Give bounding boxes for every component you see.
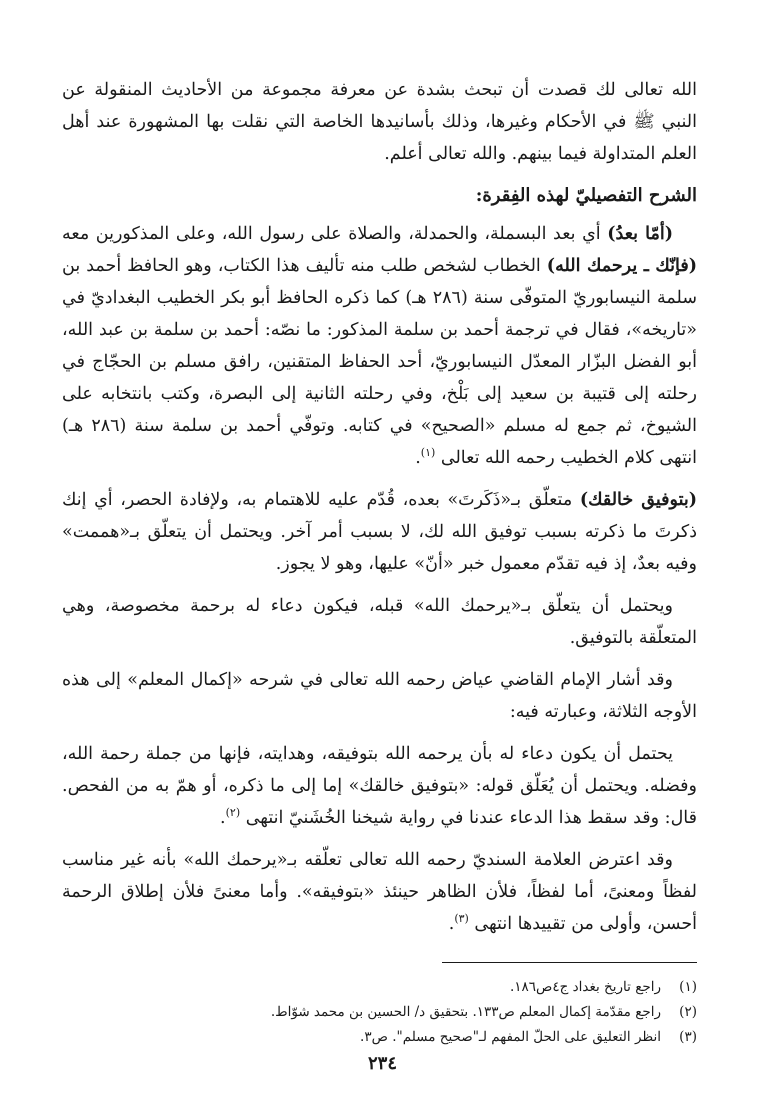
bold-phrase-amma-baad: (أمّا بعدُ)	[607, 224, 673, 244]
footnote-item	[62, 975, 697, 1000]
footnote-ref-3: (٣)	[454, 912, 469, 926]
paragraph-quote: يحتمل أن يكون دعاء له بأن يرحمه الله بتوفيقه، وهدايته، فإنها من جملة رحمة الله، وفضله. ويحتمل أن يُعَلّق قوله: «بتوفيق خالقك» إما إلى ما ذكره، أو همّ به من الفحص. قال: وقد سقط هذا الدعاء عندنا في رواية شيخنا الخُشَنيّ انتهى $^{(٢)}$.	[62, 744, 697, 828]
footnote-text: راجع مقدّمة إكمال المعلم ص١٣٣. بتحقيق د/ الحسين بن محمد شوّاط.	[270, 1004, 661, 1020]
paragraph-intro	[62, 74, 697, 170]
paragraph-intro-text: الله تعالى لك قصدت أن تبحث بشدة عن معرفة مجموعة من الأحاديث المنقولة عن النبي ﷺ في الأحكام وغيرها، وذلك بأسانيدها الخاصة التي نقلت بها المشهورة عند أهل العلم المتداولة فيما بينهم. والله تعالى أعلم.	[62, 80, 697, 164]
paragraph-sindi: وقد اعترض العلامة السنديّ رحمه الله تعالى تعلّقه بـ«يرحمك الله» بأنه غير مناسب لفظاً ومعنىً، أما لفظاً، فلأن الظاهر حينئذ «بتوفيقه». وأما معنىً فلأن إطلاق الرحمة أحسن، وأولى من تقييدها انتهى $^{(٣)}$.	[62, 850, 697, 934]
footnote-number: (٢)	[679, 1004, 697, 1020]
footnote-ref-2: (٢)	[225, 806, 241, 820]
section-heading: الشرح التفصيليّ لهذه الفِقرة:	[475, 185, 697, 206]
paragraph-text: يحتمل أن يكون دعاء له بأن يرحمه الله بتوفيقه، وهدايته، فإنها من جملة رحمة الله، وفضله. ويحتمل أن يُعَلّق قوله: «بتوفيق خالقك» إما إلى ما ذكره، أو همّ به من الفحص. قال: وقد سقط هذا الدعاء عندنا في رواية شيخنا الخُشَنيّ انتهى	[62, 744, 697, 828]
footnote-ref-1: (١)	[420, 446, 436, 460]
bold-phrase-fainnaka: (فإنّك ـ يرحمك الله)	[546, 256, 697, 276]
footnote-divider	[442, 962, 697, 963]
page-number: ٢٣٤	[367, 1053, 397, 1074]
footnote-text: انظر التعليق على الحلّ المفهم لـ"صحيح مسلم". ص٣.	[360, 1029, 661, 1045]
paragraph-text: وقد اعترض العلامة السنديّ رحمه الله تعالى تعلّقه بـ«يرحمك الله» بأنه غير مناسب لفظاً ومعنىً، أما لفظاً، فلأن الظاهر حينئذ «بتوفيقه». وأما معنىً فلأن إطلاق الرحمة أحسن، وأولى من تقييدها انتهى	[62, 850, 697, 934]
paragraph-amma-baad: (أمّا بعدُ) أي بعد البسملة، والحمدلة، والصلاة على رسول الله، وعلى المذكورين معه (فإنّك ـ يرحمك الله) الخطاب لشخص طلب منه تأليف هذا الكتاب، وهو الحافظ أحمد بن سلمة النيسابوريّ المتوفّى سنة (٢٨٦ هـ) كما ذكره الحافظ أبو بكر الخطيب البغداديّ في «تاريخه»، فقال في ترجمة أحمد بن سلمة المذكور: ما نصّه: أحمد بن سلمة بن عبد الله، أبو الفضل البزّار المعدّل النيسابوريّ، أحد الحفاظ المتقنين، رافق مسلم بن الحجّاج في رحلته إلى قتيبة بن سعيد إلى بَلْخ، وفي رحلته الثانية إلى البصرة، وكتب بانتخابه على الشيوخ، ثم جمع له مسلم «الصحيح» في كتابه. وتوفّي أحمد بن سلمة سنة (٢٨٦ هـ) انتهى كلام الخطيب رحمه الله تعالى $^{(١)}$.	[62, 224, 698, 468]
paragraph-text: متعلّق بـ«ذَكَرتَ» بعده، قُدّم عليه للاهتمام به، ولإفادة الحصر، أي إنك ذكرتَ ما ذكرته بسبب توفيق الله لك، لا بسبب أمر آخر. ويحتمل أن يتعلّق بـ«هممت» وفيه بعدٌ، إذ فيه تقدّم معمول خبر «أنّ» عليها، وهو لا يجوز.	[62, 490, 697, 574]
footnote-number: (٣)	[679, 1029, 697, 1045]
footnotes	[62, 975, 697, 1050]
footnote-item	[62, 1000, 697, 1025]
page-body	[62, 74, 697, 1050]
bold-phrase-bitawfiq: (بتوفيق خالقك)	[579, 490, 698, 510]
footnote-text: راجع تاريخ بغداد ج٤ص١٨٦.	[509, 979, 661, 995]
paragraph-text: الخطاب لشخص طلب منه تأليف هذا الكتاب، وهو الحافظ أحمد بن سلمة النيسابوريّ المتوفّى سنة (٢٨٦ هـ) كما ذكره الحافظ أبو بكر الخطيب البغداديّ في «تاريخه»، فقال في ترجمة أحمد بن سلمة المذكور: ما نصّه: أحمد بن سلمة بن عبد الله، أبو الفضل البزّار المعدّل النيسابوريّ، أحد الحفاظ المتقنين، رافق مسلم بن الحجّاج في رحلته إلى قتيبة بن سعيد إلى بَلْخ، وفي رحلته الثانية إلى البصرة، وكتب بانتخابه على الشيوخ، ثم جمع له مسلم «الصحيح» في كتابه. وتوفّي أحمد بن سلمة سنة (٢٨٦ هـ) انتهى كلام الخطيب رحمه الله تعالى	[62, 256, 698, 468]
paragraph-yarhamuka: ويحتمل أن يتعلّق بـ«يرحمك الله» قبله، فيكون دعاء له برحمة مخصوصة، وهي المتعلّقة بالتوفيق.	[62, 596, 697, 648]
footnote-number: (١)	[679, 979, 697, 995]
paragraph-text: أي بعد البسملة، والحمدلة، والصلاة على رسول الله، وعلى المذكورين معه	[62, 224, 608, 244]
paragraph-qadi-iyad: وقد أشار الإمام القاضي عياض رحمه الله تعالى في شرحه «إكمال المعلم» إلى هذه الأوجه الثلاثة، وعبارته فيه:	[62, 670, 697, 722]
footnote-item	[62, 1025, 697, 1050]
paragraph-bitawfiq	[62, 484, 697, 580]
